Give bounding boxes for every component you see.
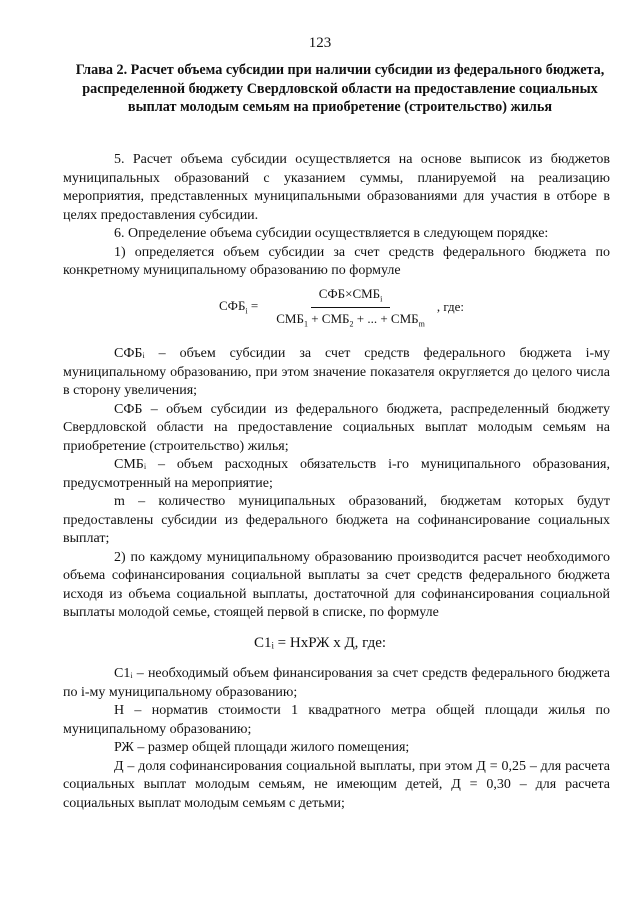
- paragraph: Н – норматив стоимости 1 квадратного метра общей площади жилья по муниципальному образованию;: [63, 703, 610, 737]
- formula-tail: , где:: [436, 299, 465, 315]
- paragraph: Д – доля софинансирования социальной выплаты, при этом Д = 0,25 – для расчета социальных выплат молодым семьям, не имеющим детей, Д = 0,30 – для расчета социальных выплат молодым семьям с детьми;: [63, 758, 610, 811]
- formula-fraction: [268, 286, 433, 328]
- paragraph: СФБ – объем субсидии из федерального бюджета, распределенный бюджету Свердловской области на предоставление социальных выплат молодым семьям на приобретение (строительство) жилья;: [63, 401, 610, 454]
- formula-denominator: $СМБ_1 + СМБ_2$ + ... + $СМБ_m$: [276, 310, 425, 329]
- paragraph: СМБᵢ – объем расходных обязательств i-го муниципального образования, предусмотренный на мероприятие;: [63, 457, 610, 491]
- paragraph: РЖ – размер общей площади жилого помещения;: [114, 740, 410, 755]
- paragraph: 2) по каждому муниципальному образованию производится расчет необходимого объема софинансирования социальной выплаты за счет средств федерального бюджета исходя из объема социальной выплаты, достаточной для софинансирования социальной выплаты молодой семье, стоящей первой в списке, по формуле: [63, 549, 610, 620]
- formula-numerator: $СФБ\times СМБ_i$: [311, 286, 391, 308]
- formula-lhs: $СФБ_i$ =: [219, 298, 259, 316]
- paragraph: 1) определяется объем субсидии за счет средств федерального бюджета по конкретному муниципальному образованию по формуле: [63, 244, 610, 278]
- paragraph: СФБᵢ – объем субсидии за счет средств федерального бюджета i-му муниципальному образованию, при этом значение показателя округляется до целого числа в сторону увеличения;: [63, 346, 610, 398]
- chapter-title: Глава 2. Расчет объема субсидии при наличии субсидии из федерального бюджета, распределенной бюджету Свердловской области на предоставление социальных выплат молодым семьям на приобретение (строительство) жилья: [75, 62, 605, 116]
- paragraph: 6. Определение объема субсидии осуществляется в следующем порядке:: [114, 226, 549, 241]
- text-block-c1-definitions: [63, 665, 610, 813]
- paragraph: 5. Расчет объема субсидии осуществляется на основе выписок из бюджетов муниципальных образований с указанием суммы, планируемой на реализацию мероприятия, представленных муниципальными образованиями для участия в отборе в целях предоставления субсидии.: [63, 152, 610, 223]
- page-number: 123: [308, 35, 332, 51]
- paragraph: С1ᵢ – необходимый объем финансирования за счет средств федерального бюджета по i-му муниципальному образованию;: [63, 666, 610, 700]
- text-block-intro: [63, 151, 610, 281]
- formula-sfb: [219, 286, 464, 328]
- paragraph: m – количество муниципальных образований, бюджетам которых будут предоставлены субсидии из федерального бюджета на софинансирование социальных выплат;: [63, 494, 610, 546]
- text-block-definitions: [63, 345, 610, 623]
- formula-c1: С1ᵢ = НхРЖ х Д, где:: [253, 635, 387, 651]
